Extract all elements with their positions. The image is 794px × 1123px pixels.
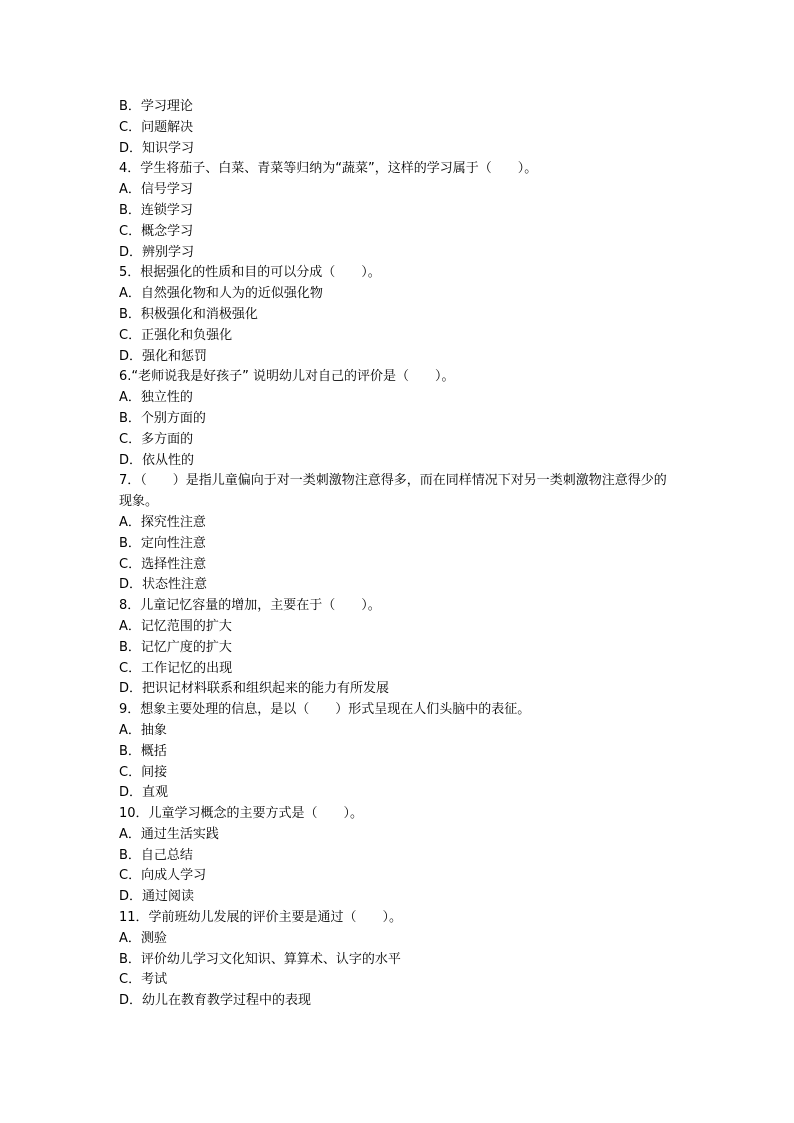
document-page [119,97,679,1012]
option-b: B．定向性注意 [119,535,206,551]
option-a: A．探究性注意 [119,514,206,530]
option-c: C．选择性注意 [119,556,207,572]
question-4: 4．学生将茄子、白菜、青菜等归纳为“蔬菜”，这样的学习属于（ ）。 [119,161,538,177]
option-a: A．通过生活实践 [119,826,219,842]
option-d: D．强化和惩罚 [119,348,208,364]
option-b: B．学习理论 [119,99,193,114]
option-d: D．状态性注意 [119,577,208,593]
option-d: D．幼儿在教育教学过程中的表现 [119,993,312,1009]
question-5: 5．根据强化的性质和目的可以分成（ ）。 [119,265,381,281]
option-b: B．评价幼儿学习文化知识、算算术、认字的水平 [119,951,401,967]
option-b: B．记忆广度的扩大 [119,639,232,655]
option-c: C．正强化和负强化 [119,327,233,343]
option-c: C．向成人学习 [119,868,207,884]
option-b: B．概括 [119,743,167,759]
option-c: C．工作记忆的出现 [119,660,233,676]
option-b: B．个别方面的 [119,410,206,426]
question-10: 10．儿童学习概念的主要方式是（ ）。 [119,806,364,822]
option-a: A．抽象 [119,722,167,738]
option-c: C．问题解决 [119,119,194,135]
option-b: B．自己总结 [119,847,193,863]
option-b: B．连锁学习 [119,202,193,218]
option-d: D．把识记材料联系和组织起来的能力有所发展 [119,681,390,697]
option-d: D．依从性的 [119,452,195,468]
option-b: B．积极强化和消极强化 [119,306,258,322]
option-d: D．直观 [119,785,169,801]
option-c: C．概念学习 [119,223,194,239]
option-d: D．通过阅读 [119,889,195,905]
option-a: A．测验 [119,930,167,946]
question-9: 9．想象主要处理的信息，是以（ ）形式呈现在人们头脑中的表征。 [119,702,531,718]
option-a: A．独立性的 [119,390,193,406]
question-8: 8．儿童记忆容量的增加，主要在于（ ）。 [119,598,381,614]
option-d: D．辨别学习 [119,244,195,260]
option-c: C．考试 [119,972,168,988]
question-6: 6.“老师说我是好孩子” 说明幼儿对自己的评价是（ ）。 [119,369,455,385]
option-c: C．间接 [119,764,168,780]
option-c: C．多方面的 [119,431,194,447]
question-7: 7．（ ）是指儿童偏向于对一类刺激物注意得多，而在同样情况下对另一类刺激物注意得少的现象。 [119,473,667,510]
option-a: A．信号学习 [119,182,193,198]
option-a: A．自然强化物和人为的近似强化物 [119,286,323,302]
question-11: 11．学前班幼儿发展的评价主要是通过（ ）。 [119,910,403,926]
option-d: D．知识学习 [119,140,195,156]
option-a: A．记忆范围的扩大 [119,618,232,634]
